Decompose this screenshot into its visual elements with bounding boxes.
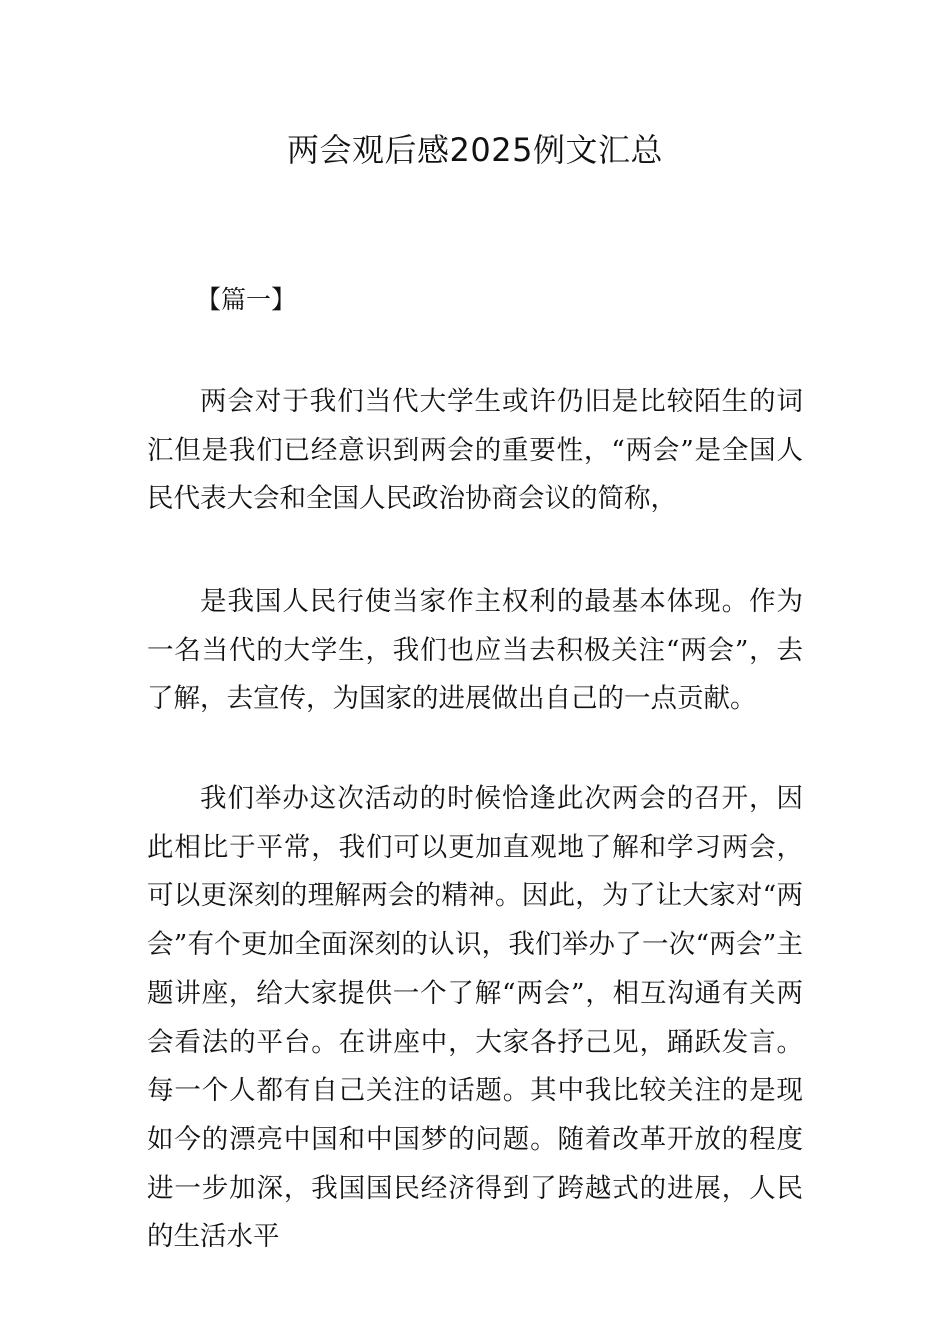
paragraph-1: 两会对于我们当代大学生或许仍旧是比较陌生的词汇但是我们已经意识到两会的重要性，“两会”是全国人民代表大会和全国人民政治协商会议的简称， — [147, 386, 803, 515]
paragraph-3: 我们举办这次活动的时候恰逢此次两会的召开，因此相比于平常，我们可以更加直观地了解和学习两会，可以更深刻的理解两会的精神。因此，为了让大家对“两会”有个更加全面深刻的认识，我们举办了一次“两会”主题讲座，给大家提供一个了解“两会”，相互沟通有关两会看法的平台。在讲座中，大家各抒己见，踊跃发言。每一个人都有自己关注的话题。其中我比较关注的是现如今的漂亮中国和中国梦的问题。随着改革开放的程度进一步加深，我国国民经济得到了跨越式的进展，人民的生活水平 — [147, 783, 803, 1253]
document-title: 两会观后感2025例文汇总 — [287, 131, 663, 169]
paragraph-2: 是我国人民行使当家作主权利的最基本体现。作为一名当代的大学生，我们也应当去积极关注“两会”，去了解，去宣传，为国家的进展做出自己的一点贡献。 — [147, 586, 803, 715]
section-heading: 【篇一】 — [196, 285, 297, 314]
